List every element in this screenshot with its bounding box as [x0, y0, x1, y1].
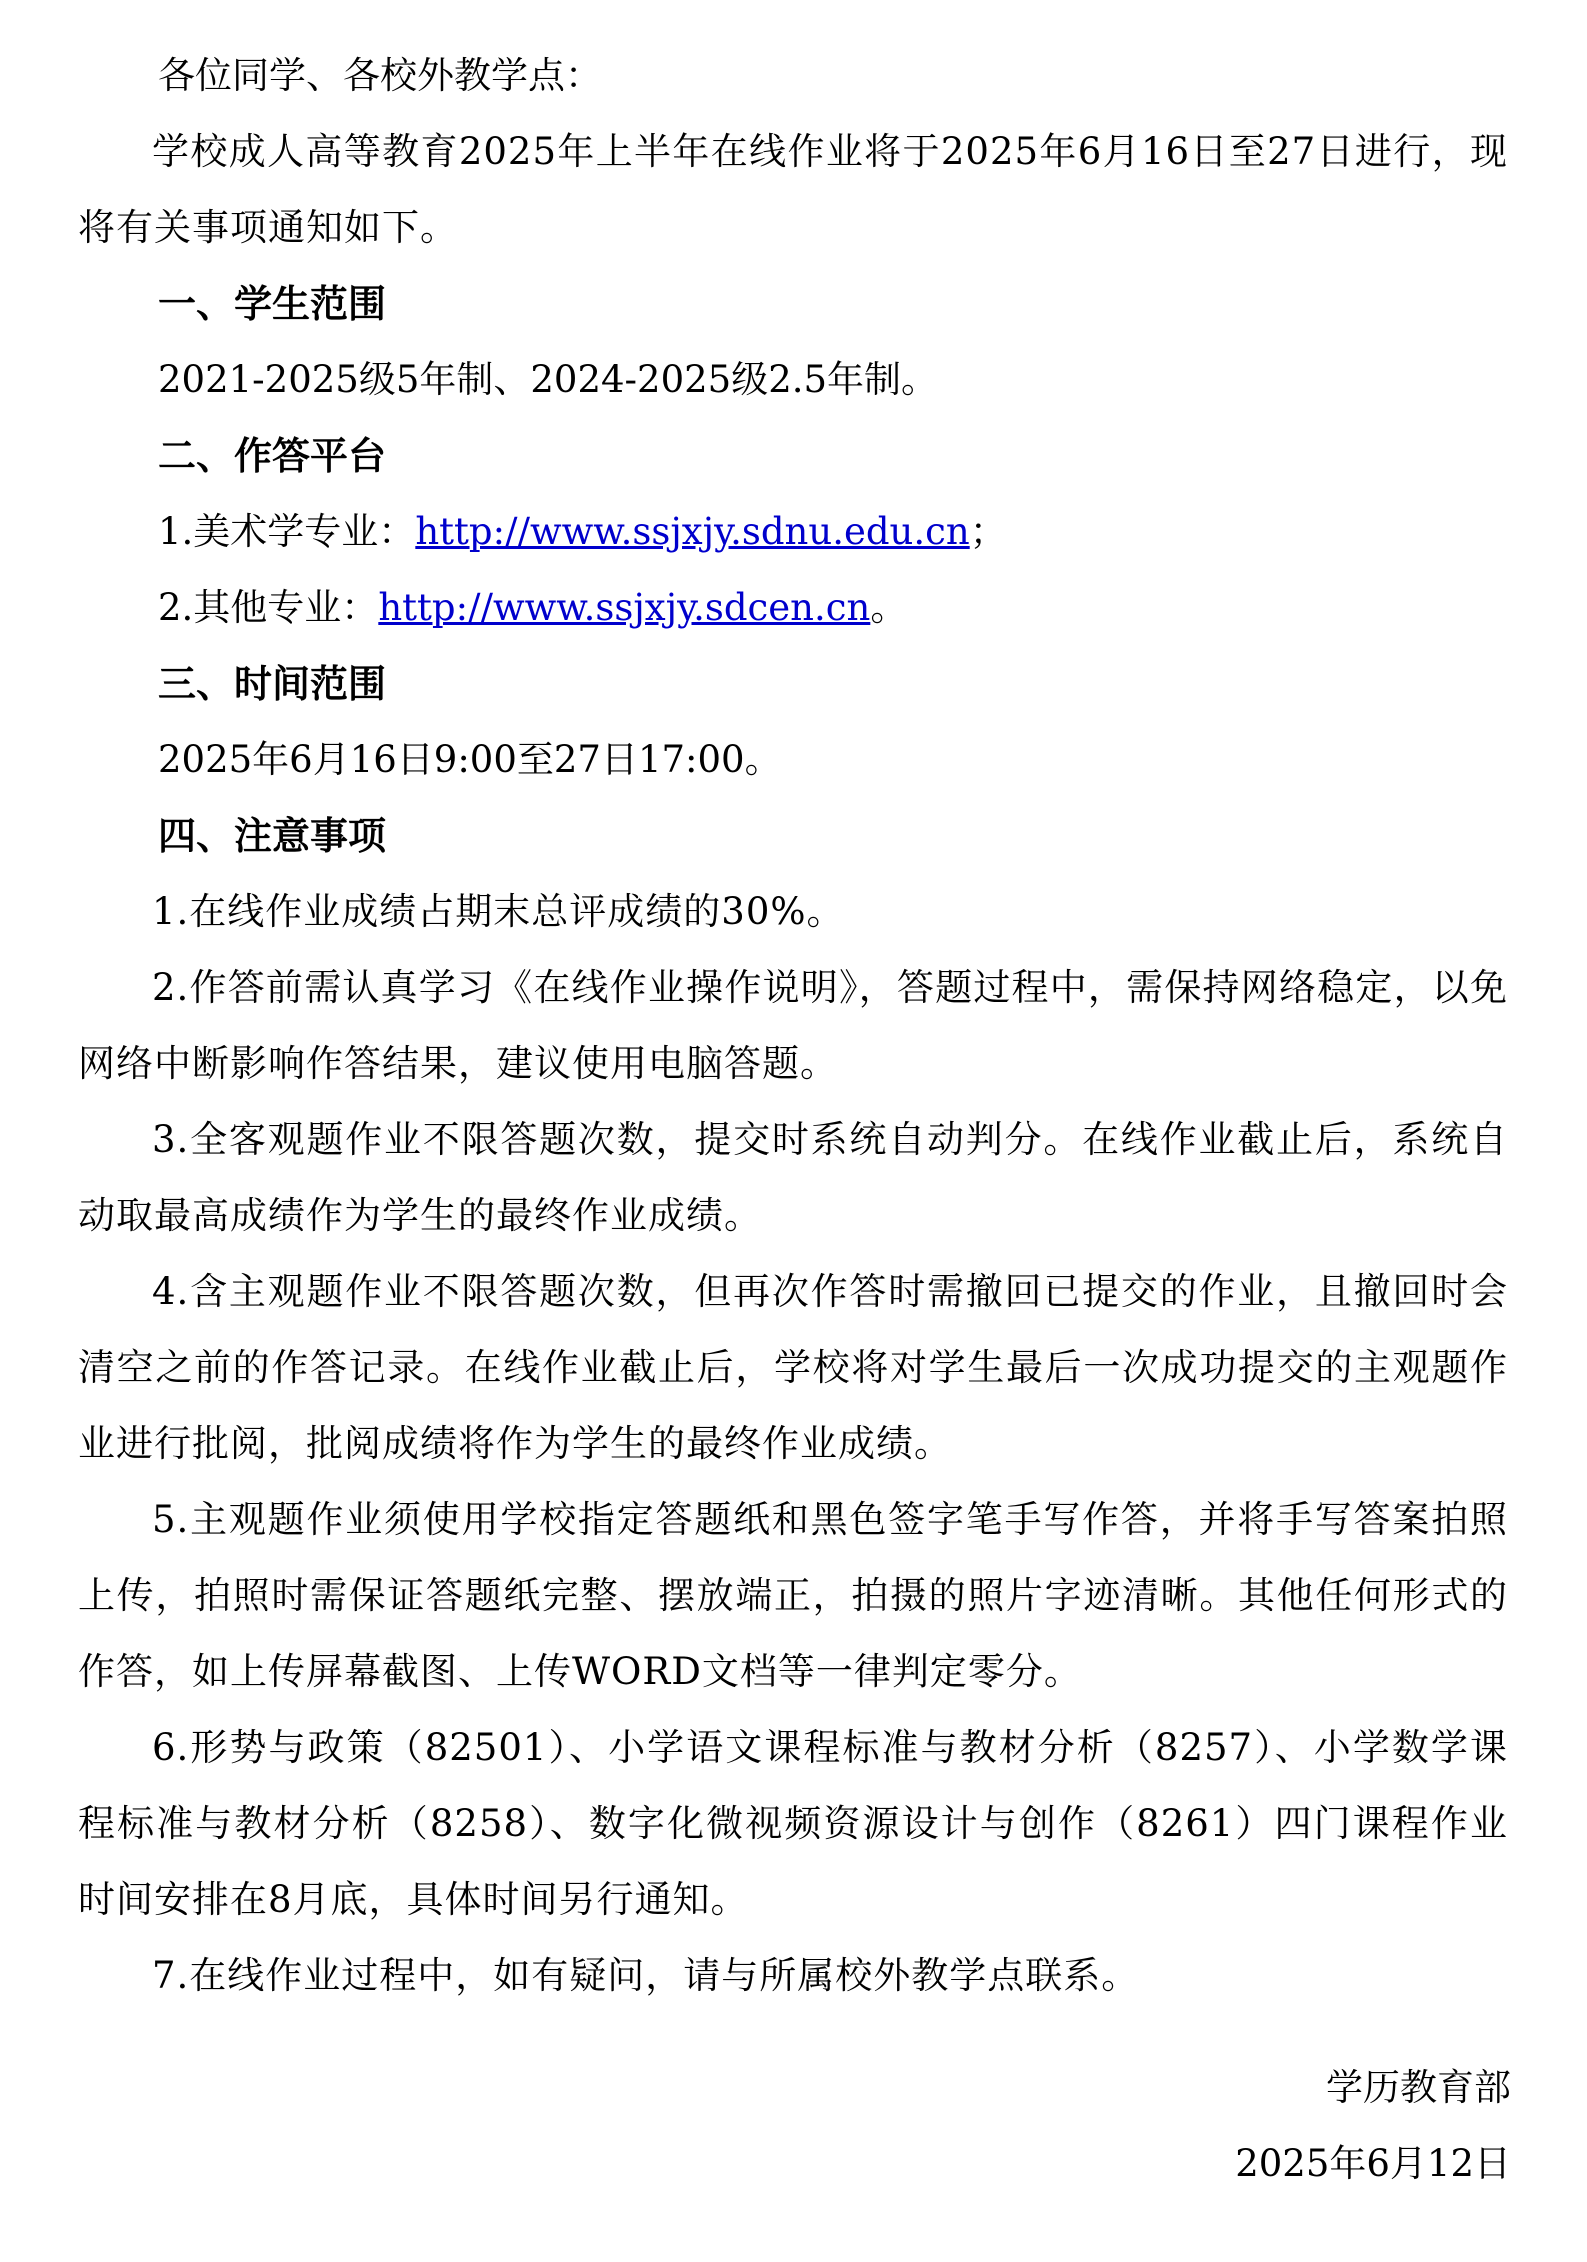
platform-item-1: [78, 494, 1508, 570]
notice-document: [78, 38, 1508, 2014]
note-item: 3.全客观题作业不限答题次数，提交时系统自动判分。在线作业截止后，系统自动取最高成绩作为学生的最终作业成绩。: [78, 1118, 1508, 1237]
section-heading-platform: 二、作答平台: [158, 434, 387, 478]
students-text: 2021-2025级5年制、2024-2025级2.5年制。: [158, 358, 939, 401]
platform-item-1-label: 1.美术学专业：: [158, 510, 416, 553]
platform-link-other-majors[interactable]: http://www.ssjxjy.sdcen.cn: [378, 586, 871, 629]
section-heading-students: 一、学生范围: [158, 282, 387, 326]
greeting: 各位同学、各校外教学点：: [158, 54, 602, 97]
platform-item-1-punct: ；: [969, 510, 1007, 553]
time-text: 2025年6月16日9:00至27日17:00。: [158, 738, 782, 781]
note-item: 7.在线作业过程中，如有疑问，请与所属校外教学点联系。: [152, 1954, 1140, 1997]
platform-item-2-punct: 。: [870, 586, 908, 629]
note-item: 2.作答前需认真学习《在线作业操作说明》，答题过程中，需保持网络稳定，以免网络中断影响作答结果，建议使用电脑答题。: [78, 966, 1508, 1085]
intro-paragraph: 学校成人高等教育2025年上半年在线作业将于2025年6月16日至27日进行，现将有关事项通知如下。: [78, 130, 1508, 249]
signature-department: 学历教育部: [1326, 2066, 1511, 2109]
note-item: 4.含主观题作业不限答题次数，但再次作答时需撤回已提交的作业，且撤回时会清空之前的作答记录。在线作业截止后，学校将对学生最后一次成功提交的主观题作业进行批阅，批阅成绩将作为学生的最终作业成绩。: [78, 1270, 1508, 1465]
section-heading-notes: 四、注意事项: [158, 814, 387, 858]
platform-item-2-label: 2.其他专业：: [158, 586, 379, 629]
platform-item-2: [78, 570, 1508, 646]
platform-link-fine-arts[interactable]: http://www.ssjxjy.sdnu.edu.cn: [415, 510, 970, 553]
note-item: 6.形势与政策（82501）、小学语文课程标准与教材分析（8257）、小学数学课程标准与教材分析（8258）、数字化微视频资源设计与创作（8261）四门课程作业时间安排在8月底，具体时间另行通知。: [78, 1726, 1508, 1921]
section-heading-time: 三、时间范围: [158, 662, 387, 706]
note-item: 1.在线作业成绩占期末总评成绩的30%。: [152, 890, 845, 933]
note-item: 5.主观题作业须使用学校指定答题纸和黑色签字笔手写作答，并将手写答案拍照上传，拍照时需保证答题纸完整、摆放端正，拍摄的照片字迹清晰。其他任何形式的作答，如上传屏幕截图、上传WORD文档等一律判定零分。: [78, 1498, 1508, 1693]
signature-date: 2025年6月12日: [1235, 2142, 1511, 2185]
